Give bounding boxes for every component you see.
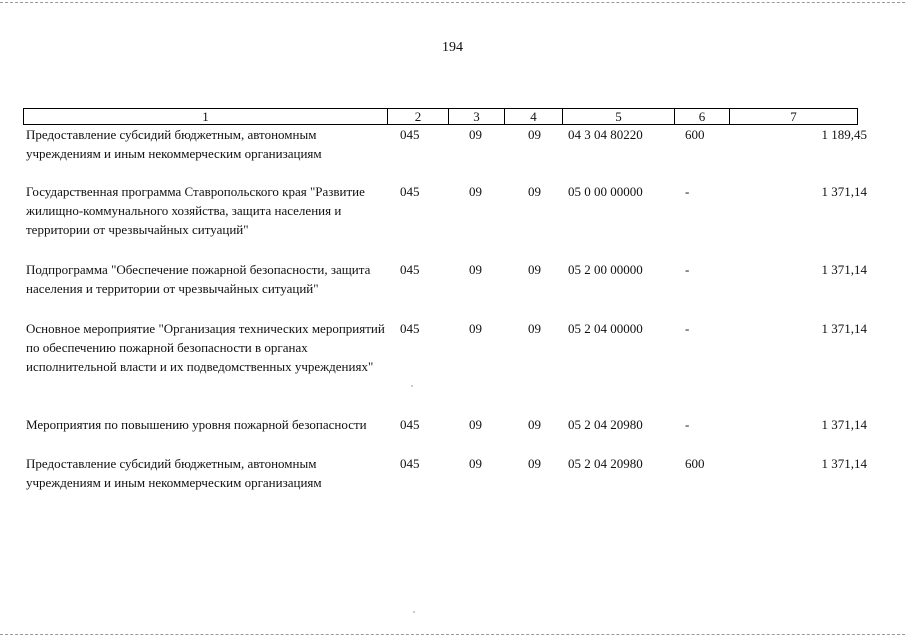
row-section: 09 <box>469 321 482 336</box>
row-type: - <box>685 184 690 199</box>
row-target: 05 2 04 20980 <box>568 456 643 471</box>
row-amount: 1 189,45 <box>821 127 867 142</box>
row-section: 09 <box>469 262 482 277</box>
row-target: 05 2 00 00000 <box>568 262 643 277</box>
header-cell-5: 5 <box>562 109 674 124</box>
row-name: Государственная программа Ставропольского края "Развитие жилищно-коммунального хозяйства, защита населения и территории от чрезвычайных ситуаций" <box>26 184 365 237</box>
row-target: 05 2 04 00000 <box>568 321 643 336</box>
scan-speck <box>411 385 413 387</box>
header-cell-2: 2 <box>387 109 448 124</box>
row-amount: 1 371,14 <box>821 262 867 277</box>
row-code: 045 <box>400 456 420 471</box>
row-subsection: 09 <box>528 127 541 142</box>
row-section: 09 <box>469 184 482 199</box>
row-name: Предоставление субсидий бюджетным, автономным учреждениям и иным некоммерческим организациям <box>26 456 322 490</box>
row-code: 045 <box>400 127 420 142</box>
header-cell-1: 1 <box>202 109 209 124</box>
row-subsection: 09 <box>528 184 541 199</box>
top-scan-edge <box>0 2 905 3</box>
row-subsection: 09 <box>528 417 541 432</box>
row-type: - <box>685 321 690 336</box>
header-cell-7: 7 <box>729 109 857 124</box>
row-code: 045 <box>400 321 420 336</box>
table-header-row <box>23 108 858 125</box>
row-type: - <box>685 262 690 277</box>
header-cell-4: 4 <box>504 109 562 124</box>
header-cell-3: 3 <box>448 109 504 124</box>
row-type: - <box>685 417 690 432</box>
row-name: Предоставление субсидий бюджетным, автономным учреждениям и иным некоммерческим организациям <box>26 127 322 161</box>
row-name: Мероприятия по повышению уровня пожарной безопасности <box>26 417 367 432</box>
row-name: Основное мероприятие "Организация технических мероприятий по обеспечению пожарной безопасности в органах исполнительной власти и их подведомственных учреждениях" <box>26 321 385 374</box>
bottom-scan-edge <box>0 634 905 635</box>
row-section: 09 <box>469 456 482 471</box>
row-subsection: 09 <box>528 262 541 277</box>
row-amount: 1 371,14 <box>821 184 867 199</box>
row-section: 09 <box>469 127 482 142</box>
header-cell-6: 6 <box>674 109 729 124</box>
row-target: 04 3 04 80220 <box>568 127 643 142</box>
row-section: 09 <box>469 417 482 432</box>
row-type: 600 <box>685 456 705 471</box>
row-target: 05 2 04 20980 <box>568 417 643 432</box>
row-amount: 1 371,14 <box>821 321 867 336</box>
row-target: 05 0 00 00000 <box>568 184 643 199</box>
row-code: 045 <box>400 262 420 277</box>
row-amount: 1 371,14 <box>821 456 867 471</box>
row-amount: 1 371,14 <box>821 417 867 432</box>
row-subsection: 09 <box>528 456 541 471</box>
row-type: 600 <box>685 127 705 142</box>
row-code: 045 <box>400 417 420 432</box>
page-number: 194 <box>442 40 463 55</box>
row-code: 045 <box>400 184 420 199</box>
scan-speck <box>413 611 415 613</box>
row-name: Подпрограмма "Обеспечение пожарной безопасности, защита населения и территории от чрезвычайных ситуаций" <box>26 262 371 296</box>
row-subsection: 09 <box>528 321 541 336</box>
